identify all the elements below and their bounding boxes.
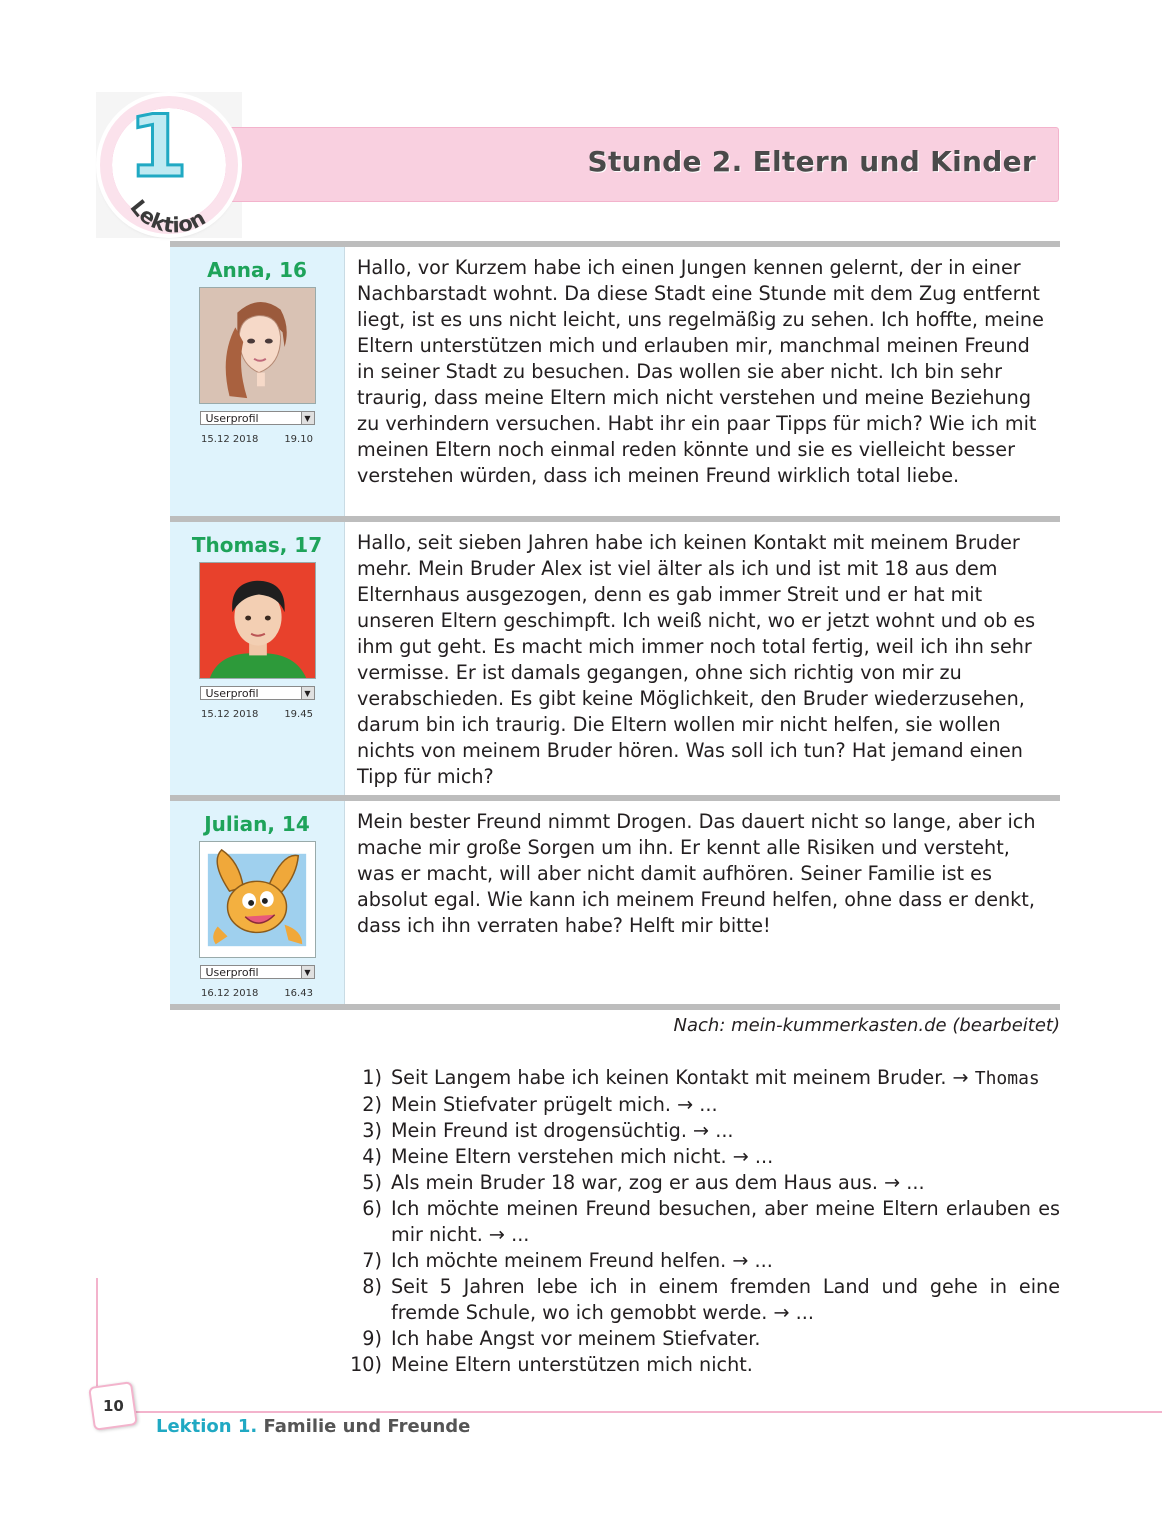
item-number: 4) xyxy=(362,1145,382,1168)
userprofil-label: Userprofil xyxy=(205,686,259,700)
item-text: Ich möchte meinen Freund besuchen, aber meine Eltern erlauben es mir nicht. → ... xyxy=(391,1197,1060,1246)
list-item xyxy=(340,1170,1060,1196)
list-item xyxy=(340,1144,1060,1170)
item-sentence: Seit Langem habe ich keinen Kontakt mit meinem Bruder. → xyxy=(391,1066,969,1089)
lesson-badge xyxy=(100,96,238,234)
user-sidebar xyxy=(170,247,345,516)
post-date: 16.12 2018 xyxy=(201,988,259,999)
lesson-number: 1 xyxy=(128,97,188,197)
avatar-girl xyxy=(199,287,316,404)
list-item xyxy=(340,1352,1060,1378)
userprofil-dropdown[interactable] xyxy=(200,411,315,425)
item-text: Seit 5 Jahren lebe ich in einem fremden Land und gehe in eine fremde Schule, wo ich gemobbt werde. → ... xyxy=(391,1275,1060,1324)
footer-vertical-rule xyxy=(96,1278,98,1388)
item-number: 10) xyxy=(350,1353,382,1376)
item-number: 5) xyxy=(362,1171,382,1194)
list-item xyxy=(340,1248,1060,1274)
item-number: 8) xyxy=(362,1275,382,1298)
item-text: Meine Eltern unterstützen mich nicht. xyxy=(391,1353,753,1376)
dropdown-arrow-icon: ▼ xyxy=(301,966,314,978)
lesson-word: Lektion xyxy=(125,195,210,236)
post-message: Mein bester Freund nimmt Drogen. Das dauert nicht so lange, aber ich mache mir große Sorgen um ihn. Er kennt alle Risiken und versteht, was er macht, will aber nicht damit aufhören. Seiner Familie ist es absolut egal. Wie kann ich meinem Freund helfen, ohne dass er denkt, dass ich ihn verraten habe? Helft mir bitte! xyxy=(357,810,1036,937)
userprofil-label: Userprofil xyxy=(205,965,259,979)
item-text xyxy=(391,1065,1060,1092)
post-datetime xyxy=(170,709,344,720)
userprofil-dropdown[interactable] xyxy=(200,686,315,700)
item-answer: Thomas xyxy=(974,1068,1040,1089)
userprofil-label: Userprofil xyxy=(205,411,259,425)
footer-lesson xyxy=(156,1416,470,1437)
item-text: Mein Freund ist drogensüchtig. → ... xyxy=(391,1119,734,1142)
list-item xyxy=(340,1196,1060,1248)
lesson-word-arc xyxy=(100,96,238,234)
item-text: Ich möchte meinem Freund helfen. → ... xyxy=(391,1249,773,1272)
item-text: Ich habe Angst vor meinem Stiefvater. xyxy=(391,1327,761,1350)
page-number: 10 xyxy=(102,1397,124,1415)
footer-horizontal-rule xyxy=(130,1411,1162,1413)
post-message: Hallo, vor Kurzem habe ich einen Jungen kennen gelernt, der in einer Nachbarstadt wohnt. Da diese Stadt eine Stunde mit dem Zug entfernt liegt, ist es uns nicht leicht, uns regelmäßig zu sehen. Ich hoffte, meine Eltern unterstützen mich und erlauben mir, manchmal meinen Freund in seiner Stadt zu besuchen. Das wollen sie aber nicht. Ich bin sehr traurig, dass meine Eltern mich nicht verstehen und meine Beziehung zu verhindern versuchen. Habt ihr ein paar Tipps für mich? Wie ich mit meinen Eltern noch einmal reden könnte und sie es vielleicht besser verstehen würden, dass ich meinen Freund wirklich total liebe. xyxy=(357,256,1044,487)
item-number: 6) xyxy=(362,1197,382,1220)
avatar-boy xyxy=(199,562,316,679)
list-item xyxy=(340,1065,1060,1092)
username: Julian, 14 xyxy=(204,812,310,836)
forum-post-thomas xyxy=(170,516,1060,795)
post-time: 16.43 xyxy=(284,988,313,999)
list-item xyxy=(340,1326,1060,1352)
item-number: 9) xyxy=(362,1327,382,1350)
statement-list xyxy=(340,1065,1060,1378)
dropdown-arrow-icon: ▼ xyxy=(301,687,314,699)
post-time: 19.10 xyxy=(284,434,313,445)
footer-lesson-title: Familie und Freunde xyxy=(263,1416,471,1437)
page-title: Stunde 2. Eltern und Kinder xyxy=(587,145,1036,178)
post-date: 15.12 2018 xyxy=(201,709,259,720)
userprofil-dropdown[interactable] xyxy=(200,965,315,979)
source-citation: Nach: mein-kummerkasten.de (bearbeitet) xyxy=(673,1015,1060,1036)
item-text: Mein Stiefvater prügelt mich. → ... xyxy=(391,1093,718,1116)
list-item xyxy=(340,1092,1060,1118)
list-item xyxy=(340,1118,1060,1144)
girl-illustration-icon xyxy=(200,288,315,403)
dropdown-arrow-icon: ▼ xyxy=(301,412,314,424)
boy-illustration-icon xyxy=(200,563,315,678)
page-number-box xyxy=(88,1381,138,1431)
post-datetime xyxy=(170,434,344,445)
footer-lesson-label: Lektion 1. xyxy=(156,1416,258,1437)
avatar-rabbit xyxy=(199,841,316,958)
post-date: 15.12 2018 xyxy=(201,434,259,445)
lesson-header-bar xyxy=(226,127,1059,202)
post-time: 19.45 xyxy=(284,709,313,720)
username: Anna, 16 xyxy=(207,258,307,282)
item-number: 2) xyxy=(362,1093,382,1116)
forum-posts xyxy=(170,241,1060,1010)
item-number: 7) xyxy=(362,1249,382,1272)
username: Thomas, 17 xyxy=(191,533,323,557)
item-number: 3) xyxy=(362,1119,382,1142)
forum-post-julian xyxy=(170,795,1060,1010)
post-message: Hallo, seit sieben Jahren habe ich keinen Kontakt mit meinem Bruder mehr. Mein Bruder Alex ist viel älter als ich und ist mit 18 aus dem Elternhaus ausgezogen, denn es gab immer Streit und er hat mit unseren Eltern geschimpft. Ich weiß nicht, wo er jetzt wohnt und ob es ihm gut geht. Es macht mich immer noch total fertig, weil ich ihn sehr vermisse. Er ist damals gegangen, ohne sich richtig von mir zu verabschieden. Es gibt keine Möglichkeit, den Bruder wiederzusehen, darum bin ich traurig. Die Eltern wollen mir nicht helfen, sie wollen nichts von meinem Bruder hören. Was soll ich tun? Hat jemand einen Tipp für mich? xyxy=(357,531,1036,788)
user-sidebar xyxy=(170,522,345,795)
list-item xyxy=(340,1274,1060,1326)
forum-post-anna xyxy=(170,241,1060,516)
item-number: 1) xyxy=(362,1066,382,1089)
item-text: Als mein Bruder 18 war, zog er aus dem Haus aus. → ... xyxy=(391,1171,925,1194)
user-sidebar xyxy=(170,801,345,1004)
item-text: Meine Eltern verstehen mich nicht. → ... xyxy=(391,1145,774,1168)
rabbit-cartoon-icon xyxy=(200,842,315,957)
post-datetime xyxy=(170,988,344,999)
